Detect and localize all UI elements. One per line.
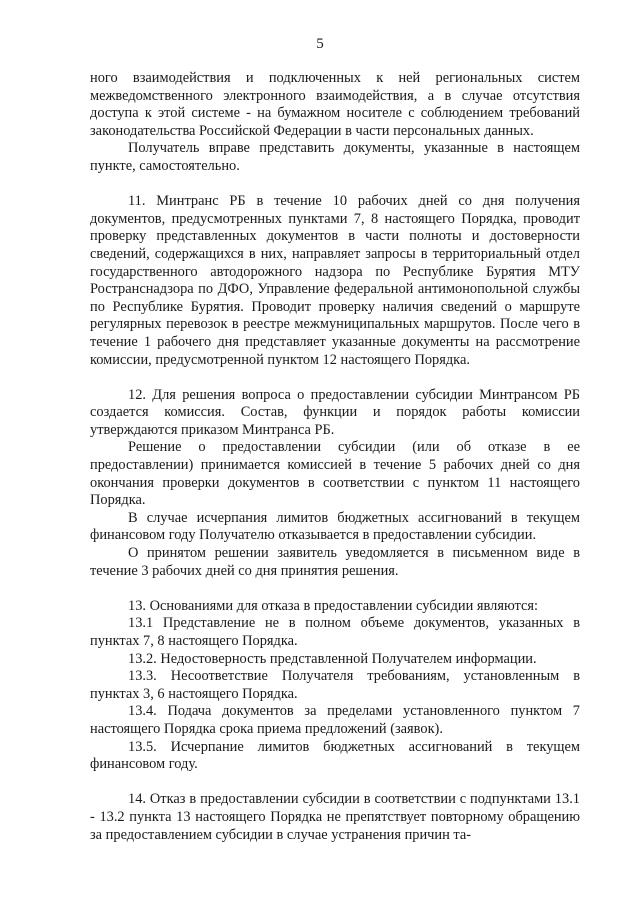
paragraph-notification: О принятом решении заявитель уведомляется в письменном виде в течение 3 рабочих дней со дня принятия решения.: [90, 545, 580, 579]
paragraph-item-13-4: 13.4. Подача документов за пределами установленного пунктом 7 настоящего Порядка срока приема предложений (заявок).: [90, 703, 580, 737]
paragraph-limits: В случае исчерпания лимитов бюджетных ассигнований в текущем финансовом году Получателю отказывается в предоставлении субсидии.: [90, 509, 580, 544]
paragraph-item-14: 14. Отказ в предоставлении субсидии в соответствии с подпунктами 13.1 - 13.2 пункта 13 настоящего Порядка не препятствует повторному обращению за предоставлением субсидии в случае устранения причин та-: [90, 791, 580, 843]
paragraph-recipient-right: Получатель вправе представить документы, указанные в настоящем пункте, самостоятельно.: [90, 140, 580, 174]
paragraph-decision: Решение о предоставлении субсидии (или об отказе в ее предоставлении) принимается комиссией в течение 5 рабочих дней со дня окончания проверки документов в соответствии с пунктом 11 настоящего Порядка.: [90, 439, 580, 509]
paragraph-item-13: 13. Основаниями для отказа в предоставлении субсидии являются:: [128, 597, 538, 614]
paragraph-item-13-3: 13.3. Несоответствие Получателя требованиям, установленным в пунктах 3, 6 настоящего Порядка.: [90, 668, 580, 702]
paragraph-item-13-1: 13.1 Представление не в полном объеме документов, указанных в пунктах 7, 8 настоящего Порядка.: [90, 615, 580, 649]
paragraph-item-13-2: 13.2. Недостоверность представленной Получателем информации.: [128, 650, 537, 667]
document-body: [90, 70, 580, 844]
page-number: 5: [316, 36, 324, 52]
paragraph-continuation: ного взаимодействия и подключенных к ней региональных систем межведомственного электронного взаимодействия, а в случае отсутствия доступа к этой системе - на бумажном носителе с соблюдением требований законодательства Российской Федерации в части персональных данных.: [90, 70, 580, 139]
paragraph-item-12: 12. Для решения вопроса о предоставлении субсидии Минтрансом РБ создается комиссия. Состав, функции и порядок работы комиссии утверждаются приказом Минтранса РБ.: [90, 386, 580, 438]
paragraph-item-11: 11. Минтранс РБ в течение 10 рабочих дней со дня получения документов, предусмотренных пунктами 7, 8 настоящего Порядка, проводит проверку представленных документов в части полноты и достоверности сведений, содержащихся в них, направляет запросы в территориальный отдел государственного автодорожного надзора по Республике Бурятия МТУ Ространснадзора по ДФО, Управление федеральной антимонопольной службы по Республике Бурятия. Проводит проверку наличия сведений о маршруте регулярных перевозок в реестре межмуниципальных маршрутов. После чего в течение 1 рабочего дня представляет указанные документы на рассмотрение комиссии, предусмотренной пунктом 12 настоящего Порядка.: [90, 193, 580, 368]
paragraph-item-13-5: 13.5. Исчерпание лимитов бюджетных ассигнований в текущем финансовом году.: [90, 738, 580, 773]
